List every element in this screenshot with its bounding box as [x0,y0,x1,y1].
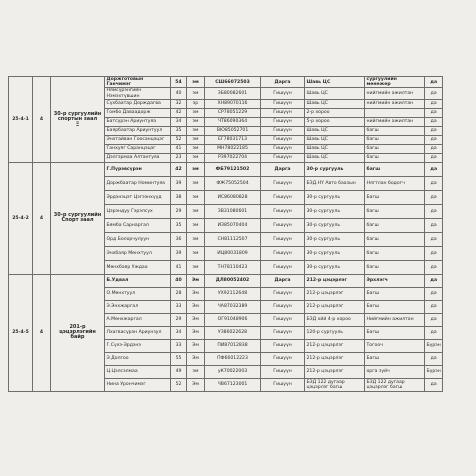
cell-reg: ИС86080828 [205,190,261,204]
cell-extra: да [425,77,443,88]
cell-role: Гишүүн [261,117,305,126]
cell-age: 34 [171,326,187,339]
cell-work: Шавь ЦС [305,88,365,99]
cell-work: БЗД 122 дугаар цэцэрлэг багш [305,378,365,391]
table-row [9,77,443,88]
cell-position: Эрхлэгч [365,274,425,287]
cell-reg: ПИ87012838 [205,339,261,352]
cell-age: 29 [171,204,187,218]
cell-extra: да [425,153,443,162]
cell-name: О.Мөнхтуул [105,287,171,300]
cell-extra: да [425,135,443,144]
cell-position: БЗД 122 дугаар цэцэрлэг багш [365,378,425,391]
cell-extra: да [425,260,443,274]
cell-age: 35 [171,126,187,135]
cell-reg: ЗВ31080601 [205,204,261,218]
cell-age: 42 [171,162,187,176]
cell-work: БЗД.НҮ Авто баазын [305,176,365,190]
cell-age: 38 [171,190,187,204]
cell-role: Гишүүн [261,108,305,117]
cell-age: 32 [171,99,187,108]
cell-name: Энхтайван Гоосанцэцэг [105,135,171,144]
cell-work: 30-р сургууль [305,246,365,260]
cell-sex: Эм [187,313,205,326]
cell-reg: ОГ91048906 [205,313,261,326]
cell-extra: да [425,352,443,365]
cell-position: багш [365,218,425,232]
group-count-cell: 4 [33,77,51,163]
cell-reg: ХН89070116 [205,99,261,108]
cell-age: 40 [171,88,187,99]
cell-sex: эм [187,246,205,260]
cell-age: 55 [171,352,187,365]
group-id-cell: 25-4-5 [9,274,33,391]
cell-position: нийгмийн ажилтан [365,117,425,126]
cell-age: 49 [171,365,187,378]
cell-name: Э.Долгоо [105,352,171,365]
cell-age: 52 [171,135,187,144]
cell-reg: ВЮ85052701 [205,126,261,135]
cell-role: Гишүүн [261,144,305,153]
cell-role: Гишүүн [261,99,305,108]
cell-role: Гишүүн [261,326,305,339]
cell-name: Г.Пүрэвсүрэн [105,162,171,176]
cell-position: Нийгмийн ажилтан [365,313,425,326]
group-location-name: 30-р сургуулийн спортын заал [53,110,102,122]
cell-reg: ЗБ80082601 [205,88,261,99]
cell-sex: эм [187,117,205,126]
cell-work: Шавь ЦС [305,99,365,108]
cell-reg: СР78051229 [205,108,261,117]
cell-age: 42 [171,108,187,117]
cell-reg: ЕГ78031713 [205,135,261,144]
cell-reg: РЗ97022704 [205,153,261,162]
cell-work: 212-р цэцэрлэг [305,339,365,352]
cell-reg: СН81112507 [205,232,261,246]
cell-work: Шавь ЦС [305,135,365,144]
cell-work: Шавь ЦС [305,126,365,135]
cell-name: Энхбаяр Мөнхтуул [105,246,171,260]
cell-role: Гишүүн [261,126,305,135]
cell-work: 5-р хороо [305,117,365,126]
cell-extra: да [425,326,443,339]
cell-extra: да [425,204,443,218]
cell-sex: Эм [187,352,205,365]
cell-sex: эм [187,88,205,99]
cell-position: Багш [365,326,425,339]
cell-name: Цэрэндуу Гэрэлсүх [105,204,171,218]
group-location-cell [51,274,105,391]
cell-sex: Эм [187,339,205,352]
cell-reg: ИЦ80031809 [205,246,261,260]
cell-age: 52 [171,378,187,391]
cell-work: 120-р сургууль [305,326,365,339]
cell-sex: эм [187,190,205,204]
cell-name: Нямсүрэнгийн Нэмэхтүвшин [105,88,171,99]
cell-extra: да [425,126,443,135]
cell-role: Гишүүн [261,204,305,218]
cell-extra: да [425,190,443,204]
cell-reg: УЗ86022628 [205,326,261,339]
cell-extra: да [425,313,443,326]
cell-work: 30-р сургууль [305,162,365,176]
cell-role: Гишүүн [261,339,305,352]
cell-position: Багш [365,300,425,313]
cell-reg: ТН78110423 [205,260,261,274]
cell-name: Дэлгэрмаа Алтантуяа [105,153,171,162]
cell-role: Гишүүн [261,153,305,162]
cell-position: багш [365,162,425,176]
cell-age: 23 [171,153,187,162]
cell-name: Доржбаатар Номинтуяа [105,176,171,190]
cell-sex: эр [187,99,205,108]
group-location-name: 30-р сургуулийн Спорт заал [53,212,102,224]
cell-extra: да [425,378,443,391]
cell-work: 30-р сургууль [305,218,365,232]
cell-work: 2-р хороо [305,108,365,117]
cell-sex: Эм [187,326,205,339]
group-location-name: 201-р цэцэрлэгийн байр [59,324,96,341]
cell-sex: эм [187,135,205,144]
cell-work: 30-р сургууль [305,232,365,246]
cell-name: Сүхбаатар Дорждагва [105,99,171,108]
cell-name: Нина Урончимэг [105,378,171,391]
cell-work: 212-р цэцэрлэг [305,365,365,378]
cell-age: 39 [171,176,187,190]
cell-work: Шавь ЦС [305,77,365,88]
cell-name: Ц.Цэлсэлмаа [105,365,171,378]
cell-position: багш [365,246,425,260]
cell-position: багш [365,232,425,246]
cell-position: нийгмийн ажилтан [365,88,425,99]
cell-reg: УХ92112648 [205,287,261,300]
cell-position: сургуулийн менежер [365,77,425,88]
cell-position: багш [365,204,425,218]
cell-name: Э.Энхжаргал [105,300,171,313]
cell-position: Багш [365,352,425,365]
cell-extra: да [425,218,443,232]
cell-reg: ДЛ80052402 [205,274,261,287]
cell-name: Батсүрэн Ариунтуяа [105,117,171,126]
cell-name: Б.Удвал [105,274,171,287]
cell-reg: ЧТ86090364 [205,117,261,126]
cell-work: 30-р сургууль [305,204,365,218]
cell-reg: ФБ79121502 [205,162,261,176]
members-table [8,76,443,392]
cell-position: орга зүйч [365,365,425,378]
cell-role: Гишүүн [261,260,305,274]
cell-age: 33 [171,339,187,352]
cell-position [365,108,425,117]
cell-sex: эм [187,153,205,162]
cell-position: багш [365,153,425,162]
cell-sex: эм [187,232,205,246]
cell-role: Гишүүн [261,300,305,313]
table-row [9,274,443,287]
cell-role: Гишүүн [261,378,305,391]
cell-extra: да [425,246,443,260]
cell-role: Гишүүн [261,88,305,99]
cell-role: Дарга [261,274,305,287]
cell-position: багш [365,260,425,274]
cell-work: БЗД хйй 4-р хороо [305,313,365,326]
group-count-cell: 4 [33,274,51,391]
cell-role: Гишүүн [261,176,305,190]
cell-work: 30-р сургууль [305,190,365,204]
cell-age: 29 [171,313,187,326]
cell-sex: эм [187,108,205,117]
group-id-cell: 25-4-1 [9,77,33,163]
cell-name: Эрдэнэцэт Цэгээнхүүд [105,190,171,204]
cell-position: нийгмийн ажилтан [365,99,425,108]
cell-extra: да [425,300,443,313]
cell-role: Гишүүн [261,135,305,144]
cell-role: Гишүүн [261,190,305,204]
cell-extra: да [425,99,443,108]
cell-position: Тогооч [365,339,425,352]
cell-sex: эм [187,144,205,153]
cell-age: 40 [171,274,187,287]
cell-role: Гишүүн [261,218,305,232]
cell-sex: эм [187,260,205,274]
cell-reg: ЧВ67123001 [205,378,261,391]
cell-role: Гишүүн [261,313,305,326]
cell-extra: да [425,274,443,287]
cell-position: багш [365,144,425,153]
cell-name: Г.Сүхэ-Эрдэнэ [105,339,171,352]
cell-work: 212-р цэцэрлэг [305,352,365,365]
cell-age: 54 [171,77,187,88]
cell-name: Лхагвасүрэн Ариунзул [105,326,171,339]
group-location-cell [51,162,105,274]
cell-work: 30-р сургууль [305,260,365,274]
cell-reg: ПФ66012223 [205,352,261,365]
cell-extra: да [425,232,443,246]
cell-extra: да [425,287,443,300]
cell-sex: эм [187,204,205,218]
cell-name: Орд Болорчулуун [105,232,171,246]
cell-extra: да [425,108,443,117]
cell-reg: ЧА87032389 [205,300,261,313]
cell-work: Шавь ЦС [305,144,365,153]
group-count-cell: 4 [33,162,51,274]
cell-reg: ФЖ75052504 [205,176,261,190]
cell-sex: Эм [187,274,205,287]
cell-work: 212-р цэцэрлэг [305,274,365,287]
cell-sex: Эм [187,287,205,300]
cell-position: багш [365,135,425,144]
cell-reg: СШ66072503 [205,77,261,88]
cell-work: Шавь ЦС [305,153,365,162]
cell-sex: эм [187,176,205,190]
cell-name: Бямба Сарнаргал [105,218,171,232]
cell-reg: ИЗ85070404 [205,218,261,232]
cell-age: 33 [171,300,187,313]
cell-name: Ганхуяг Саранцэцэг [105,144,171,153]
cell-role: Гишүүн [261,232,305,246]
cell-age: 36 [171,232,187,246]
cell-extra: да [425,176,443,190]
cell-name: Доржготовын Ганчимэг [105,77,171,88]
cell-role: Дарга [261,162,305,176]
cell-age: 35 [171,218,187,232]
cell-name: Гомбо Даваадорж [105,108,171,117]
cell-sex: эм [187,365,205,378]
cell-position: багш [365,126,425,135]
cell-reg: уК70022003 [205,365,261,378]
cell-position: Нягтлан бодогч [365,176,425,190]
cell-sex: Эм [187,378,205,391]
cell-extra: да [425,144,443,153]
cell-sex: эм [187,77,205,88]
group-location-cell [51,77,105,163]
cell-name: Мөнхбаяр Уждаа [105,260,171,274]
cell-sex: эм [187,126,205,135]
cell-age: 34 [171,117,187,126]
cell-extra: Бүрэн [425,365,443,378]
table-row [9,162,443,176]
cell-age: 41 [171,260,187,274]
cell-age: 39 [171,246,187,260]
cell-work: 212-р цэцэрлэг [305,287,365,300]
cell-role: Гишүүн [261,365,305,378]
cell-extra: да [425,117,443,126]
cell-name: А.Мөнхжаргал [105,313,171,326]
handwritten-mark: Ξ [75,121,80,128]
cell-sex: Эм [187,300,205,313]
group-id-cell: 25-4-2 [9,162,33,274]
cell-age: 41 [171,144,187,153]
cell-extra: да [425,162,443,176]
cell-name: Баярбаатар Ариунтуул [105,126,171,135]
cell-sex: эм [187,218,205,232]
cell-sex: эм [187,162,205,176]
cell-role: Гишүүн [261,246,305,260]
cell-position: Багш [365,190,425,204]
cell-extra: Бүрэн [425,339,443,352]
cell-extra: да [425,88,443,99]
cell-position: Багш [365,287,425,300]
cell-role: Дарга [261,77,305,88]
cell-age: 28 [171,287,187,300]
cell-role: Гишүүн [261,287,305,300]
cell-role: Гишүүн [261,352,305,365]
cell-work: 212-р цэцэрлэг [305,300,365,313]
cell-reg: МН78022185 [205,144,261,153]
